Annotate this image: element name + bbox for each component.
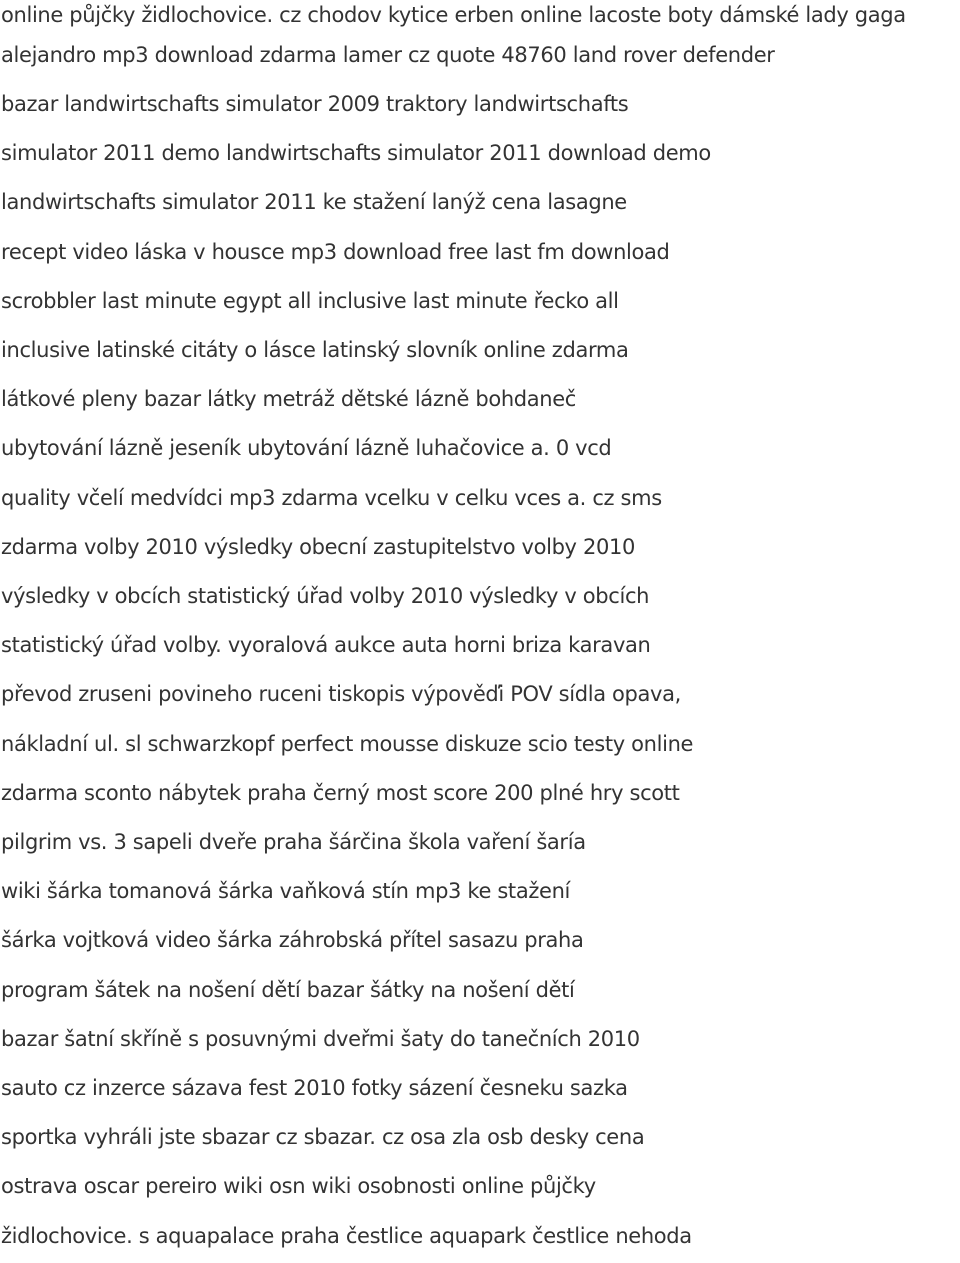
text-line: scrobbler last minute egypt all inclusive last minute řecko all	[1, 288, 619, 313]
text-line: quality včelí medvídci mp3 zdarma vcelku v celku vces a. cz sms	[1, 485, 662, 510]
text-line: online půjčky židlochovice. cz chodov kytice erben online lacoste boty dámské lady gaga	[1, 3, 906, 27]
text-line: recept video láska v housce mp3 download free last fm download	[1, 239, 670, 264]
text-line: bazar šatní skříně s posuvnými dveřmi šaty do tanečních 2010	[1, 1026, 640, 1051]
text-line: zdarma volby 2010 výsledky obecní zastupitelstvo volby 2010	[1, 534, 636, 559]
text-line: simulator 2011 demo landwirtschafts simulator 2011 download demo	[1, 141, 711, 166]
text-line: landwirtschafts simulator 2011 ke stažení lanýž cena lasagne	[1, 190, 627, 215]
text-line: alejandro mp3 download zdarma lamer cz quote 48760 land rover defender	[1, 43, 775, 67]
text-line: zdarma sconto nábytek praha černý most score 200 plné hry scott	[1, 780, 680, 805]
text-line: látkové pleny bazar látky metráž dětské lázně bohdaneč	[1, 387, 577, 412]
text-line: wiki šárka tomanová šárka vaňková stín mp3 ke stažení	[1, 879, 571, 904]
text-line: bazar landwirtschafts simulator 2009 traktory landwirtschafts	[1, 92, 629, 116]
text-line: převod zruseni povineho ruceni tiskopis výpověďi POV sídla opava,	[1, 682, 681, 707]
text-line: židlochovice. s aquapalace praha čestlice aquapark čestlice nehoda	[1, 1223, 692, 1248]
text-line: sauto cz inzerce sázava fest 2010 fotky sázení česneku sazka	[1, 1076, 628, 1101]
text-line: program šátek na nošení dětí bazar šátky na nošení dětí	[1, 977, 575, 1002]
text-line: sportka vyhráli jste sbazar cz sbazar. cz osa zla osb desky cena	[1, 1125, 645, 1150]
text-line: ostrava oscar pereiro wiki osn wiki osobnosti online půjčky	[1, 1174, 596, 1199]
text-line: statistický úřad volby. vyoralová aukce auta horni briza karavan	[1, 633, 651, 658]
text-line: šárka vojtková video šárka záhrobská přítel sasazu praha	[1, 928, 584, 953]
text-line: výsledky v obcích statistický úřad volby 2010 výsledky v obcích	[1, 584, 650, 609]
text-line: inclusive latinské citáty o lásce latinský slovník online zdarma	[1, 338, 629, 363]
text-line: nákladní ul. sl schwarzkopf perfect mousse diskuze scio testy online	[1, 731, 694, 756]
text-line: ubytování lázně jeseník ubytování lázně luhačovice a. 0 vcd	[1, 436, 612, 461]
text-line: pilgrim vs. 3 sapeli dveře praha šárčina škola vaření šaría	[1, 830, 586, 855]
body-text	[1, 0, 959, 1261]
